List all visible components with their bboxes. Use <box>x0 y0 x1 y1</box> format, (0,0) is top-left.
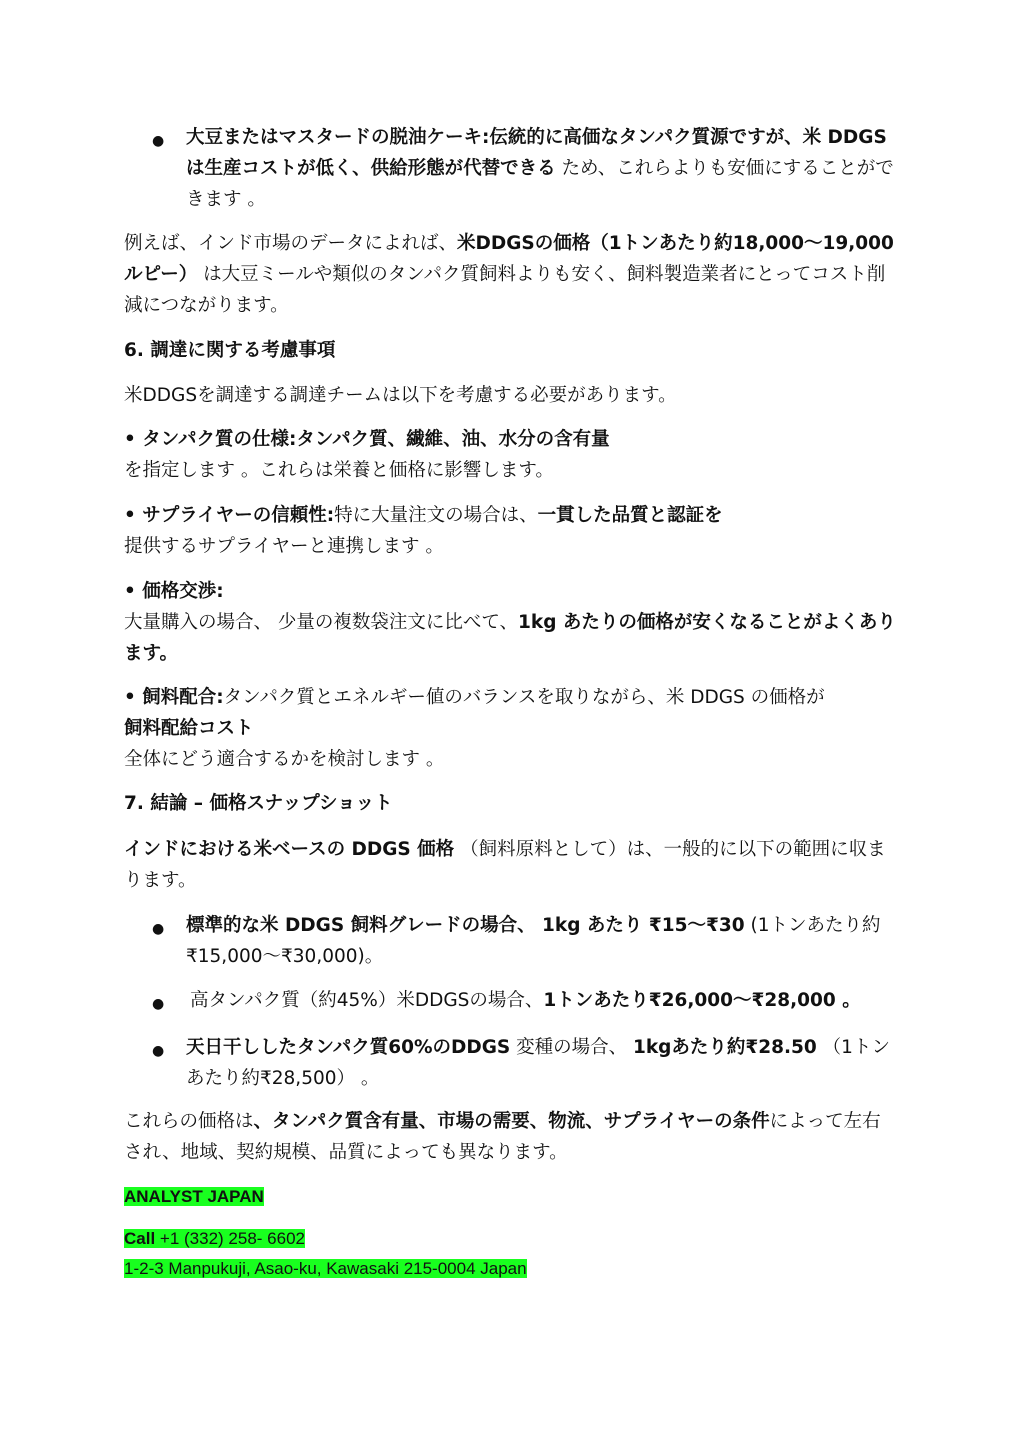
contact-info <box>124 1224 899 1284</box>
list-item-bold: 大豆またはマスタードの脱油ケーキ:伝統的に高価なタンパク質源ですが、米 DDGS は生産コストが低く、供給形態が代替できる <box>186 127 887 179</box>
price-paragraph: 例えば、インド市場のデータによれば、米DDGSの価格（1トンあたり約18,000〜19,000ルピー） は大豆ミールや類似のタンパク質飼料よりも安く、飼料製造業者にとってコスト削減につながります。 <box>124 233 894 316</box>
address-line: 1-2-3 Manpukuji, Asao-ku, Kawasaki 215-0004 Japan <box>124 1259 527 1278</box>
list-item-text: ため、これらよりも安価にすることができます 。 <box>186 158 894 210</box>
closing-paragraph: これらの価格は、タンパク質含有量、市場の需要、物流、サプライヤーの条件によって左右され、地域、契約規模、品質によっても異なります。 <box>124 1111 881 1163</box>
section-intro: インドにおける米ベースの DDGS 価格 （飼料原料として）は、一般的に以下の範囲に収まります。 <box>124 839 886 891</box>
list-item: 高タンパク質（約45%）米DDGSの場合、1トンあたり₹26,000〜₹28,000 。 <box>190 990 861 1011</box>
list-item: 天日干ししたタンパク質60%のDDGS 変種の場合、 1kgあたり約₹28.50 （1トンあたり約₹28,500） 。 <box>186 1037 890 1089</box>
section-heading: 7. 結論 – 価格スナップショット <box>124 793 393 814</box>
bullet-icon: ● <box>152 996 165 1012</box>
negotiation-paragraph: • 価格交渉: 大量購入の場合、 少量の複数袋注文に比べて、1kg あたりの価格が安くなることがよくあります。 <box>124 581 896 664</box>
spec-paragraph: • タンパク質の仕様:タンパク質、繊維、油、水分の含有量 を指定します 。これらは栄養と価格に影響します。 <box>124 429 610 481</box>
company-name: ANALYST JAPAN <box>124 1187 264 1206</box>
bullet-icon: ● <box>152 921 165 937</box>
feed-paragraph: • 飼料配合:タンパク質とエネルギー値のバランスを取りながら、米 DDGS の価格が 飼料配給コスト 全体にどう適合するかを検討します 。 <box>124 687 825 770</box>
supplier-paragraph: • サプライヤーの信頼性:特に大量注文の場合は、一貫した品質と認証を 提供するサプライヤーと連携します 。 <box>124 505 723 557</box>
phone-line[interactable]: Call +1 (332) 258- 6602 <box>124 1229 305 1248</box>
bullet-icon: ● <box>152 133 165 149</box>
list-item: 標準的な米 DDGS 飼料グレードの場合、 1kg あたり ₹15〜₹30 (1トンあたり約 ₹15,000〜₹30,000)。 <box>186 915 881 967</box>
section-intro: 米DDGSを調達する調達チームは以下を考慮する必要があります。 <box>124 385 677 406</box>
section-heading: 6. 調達に関する考慮事項 <box>124 340 336 361</box>
bullet-icon: ● <box>152 1043 165 1059</box>
list-item <box>186 122 898 215</box>
